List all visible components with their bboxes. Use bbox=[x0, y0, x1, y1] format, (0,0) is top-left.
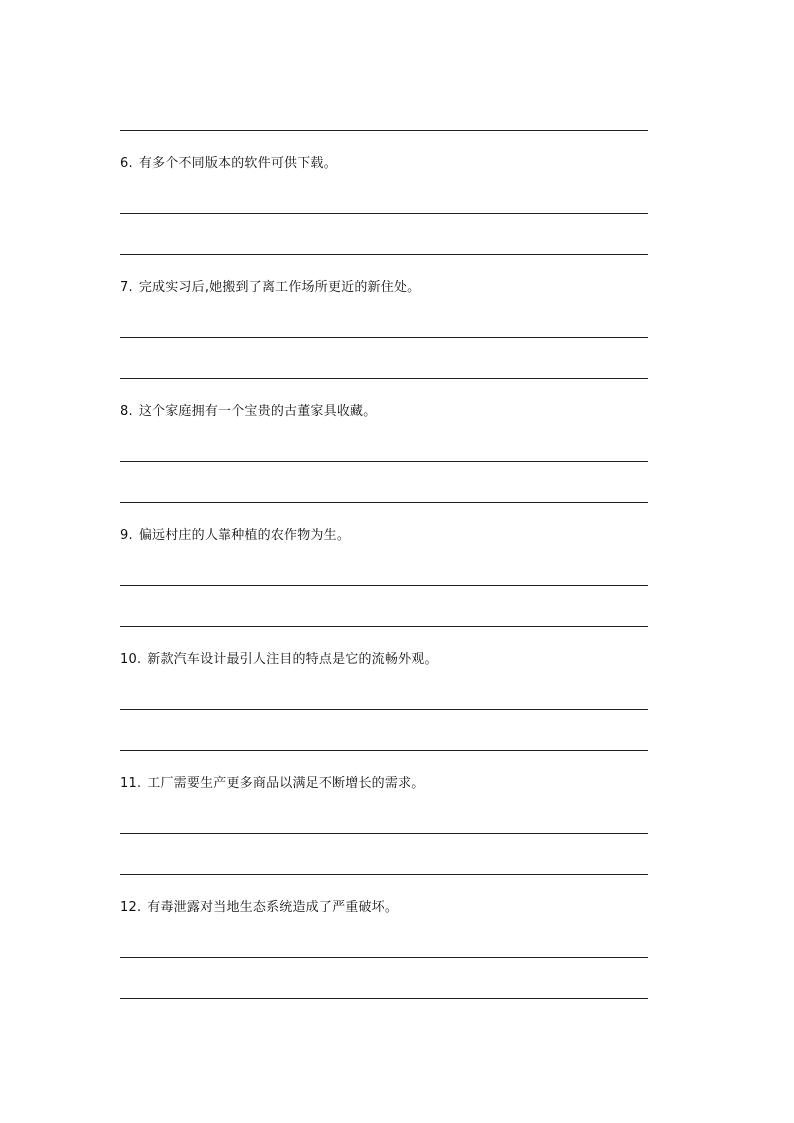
question-number: 10. bbox=[120, 652, 142, 667]
answer-line bbox=[120, 461, 648, 462]
question-text: 工厂需要生产更多商品以满足不断增长的需求。 bbox=[147, 776, 425, 791]
answer-line bbox=[120, 585, 648, 586]
question-9 bbox=[120, 528, 350, 544]
answer-line bbox=[120, 130, 648, 131]
question-text: 这个家庭拥有一个宝贵的古董家具收藏。 bbox=[138, 404, 377, 419]
question-6 bbox=[120, 156, 337, 172]
question-text: 完成实习后,她搬到了离工作场所更近的新住处。 bbox=[138, 280, 421, 295]
answer-line bbox=[120, 378, 648, 379]
question-11 bbox=[120, 776, 424, 792]
question-text: 有毒泄露对当地生态系统造成了严重破坏。 bbox=[147, 900, 399, 915]
question-text: 偏远村庄的人靠种植的农作物为生。 bbox=[138, 528, 351, 543]
question-12 bbox=[120, 900, 398, 916]
answer-line bbox=[120, 337, 648, 338]
answer-line bbox=[120, 750, 648, 751]
answer-line bbox=[120, 833, 648, 834]
answer-line bbox=[120, 254, 648, 255]
answer-line bbox=[120, 709, 648, 710]
question-7 bbox=[120, 280, 420, 296]
question-number: 9. bbox=[120, 528, 133, 543]
question-10 bbox=[120, 652, 438, 668]
answer-line bbox=[120, 998, 648, 999]
question-8 bbox=[120, 404, 376, 420]
question-text: 新款汽车设计最引人注目的特点是它的流畅外观。 bbox=[147, 652, 438, 667]
answer-line bbox=[120, 874, 648, 875]
question-number: 12. bbox=[120, 900, 142, 915]
answer-line bbox=[120, 957, 648, 958]
question-number: 7. bbox=[120, 280, 133, 295]
answer-line bbox=[120, 213, 648, 214]
question-number: 11. bbox=[120, 776, 142, 791]
question-text: 有多个不同版本的软件可供下载。 bbox=[138, 156, 337, 171]
answer-line bbox=[120, 502, 648, 503]
answer-line bbox=[120, 626, 648, 627]
question-number: 6. bbox=[120, 156, 133, 171]
question-number: 8. bbox=[120, 404, 133, 419]
